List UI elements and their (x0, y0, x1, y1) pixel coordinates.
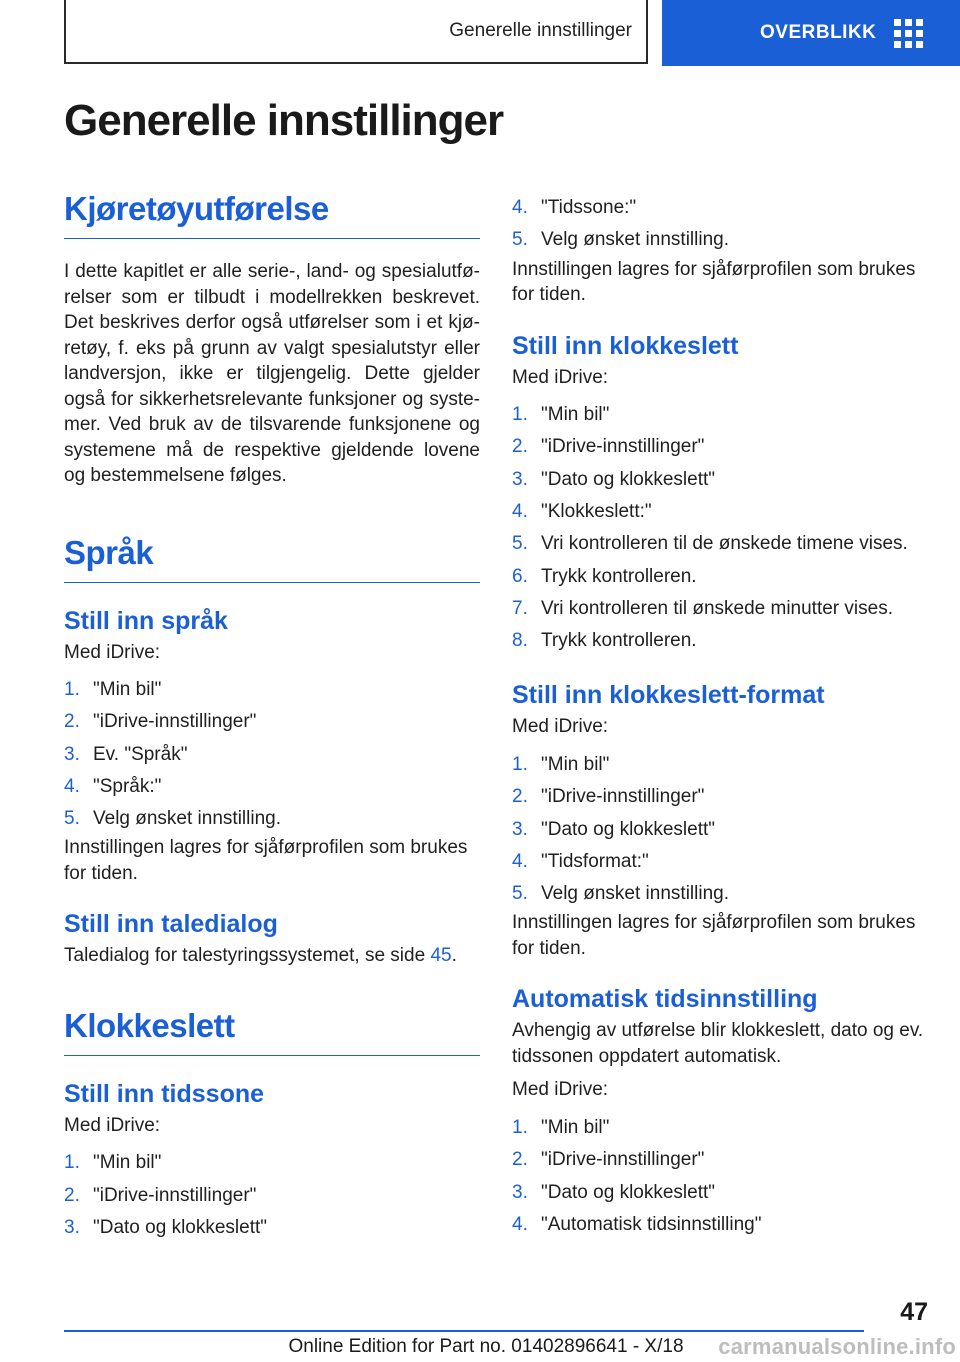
list-item (512, 1144, 928, 1176)
step-number: 5. (512, 533, 528, 555)
step-number: 1. (512, 753, 528, 775)
step-number: 7. (512, 597, 528, 619)
list-item (512, 1112, 928, 1144)
list-item (512, 781, 928, 813)
page-title: Generelle innstillinger (64, 96, 504, 145)
section-heading-language: Språk (64, 534, 480, 583)
list-item (64, 706, 480, 738)
step-text: "Min bil" (541, 753, 610, 775)
step-text: "Min bil" (93, 1152, 162, 1174)
step-text: "Dato og klokkeslett" (541, 818, 716, 840)
set-time-steps (512, 399, 928, 657)
step-text: "iDrive-innstillinger" (541, 1149, 705, 1171)
auto-time-intro: Med iDrive: (512, 1079, 609, 1101)
section-heading-clock: Klokkeslett (64, 1007, 480, 1056)
subheading-auto-time: Automatisk tidsinnstilling (512, 985, 818, 1014)
list-item (64, 803, 480, 835)
time-zone-note: Innstillingen lagres for sjåførprofilen som brukes for tiden. (512, 258, 916, 306)
subheading-set-language: Still inn språk (64, 606, 228, 635)
step-text: "Min bil" (93, 679, 162, 700)
step-text: Velg ønsket innstilling. (541, 229, 729, 251)
step-number: 2. (512, 786, 528, 808)
step-number: 2. (512, 1149, 528, 1171)
right-column (512, 192, 928, 1241)
list-item (64, 1147, 480, 1179)
step-number: 6. (512, 565, 528, 587)
list-item (512, 561, 928, 593)
list-item (512, 814, 928, 846)
step-number: 3. (512, 818, 528, 840)
list-item (512, 1177, 928, 1209)
step-number: 4. (512, 197, 528, 218)
language-note: Innstillingen lagres for sjåførprofilen som brukes for tiden. (64, 837, 468, 884)
voice-dialog-end: . (451, 945, 457, 967)
list-item (64, 674, 480, 706)
list-item (512, 749, 928, 781)
step-number: 3. (64, 1217, 80, 1239)
auto-time-steps (512, 1112, 928, 1241)
list-item (512, 1209, 928, 1241)
step-text: Vri kontrolleren til de ønskede timene vises. (541, 533, 908, 555)
watermark: carmanualsonline.info (718, 1334, 956, 1359)
time-zone-steps-a (64, 1147, 480, 1244)
step-text: "Dato og klokkeslett" (541, 468, 716, 490)
step-number: 4. (512, 500, 528, 522)
auto-time-text: Avhengig av utførelse blir klokkeslett, dato og ev. tidssonen oppdatert automatisk. (512, 1020, 924, 1067)
language-intro: Med iDrive: (64, 641, 161, 663)
list-item (512, 846, 928, 878)
step-number: 4. (512, 850, 528, 872)
step-text: "Klokkeslett:" (541, 500, 652, 522)
list-item (512, 192, 928, 224)
list-item (64, 1180, 480, 1212)
list-item (512, 399, 928, 431)
list-item (512, 431, 928, 463)
step-text: "Min bil" (541, 404, 610, 426)
list-item (512, 625, 928, 657)
step-text: Trykk kontrolleren. (541, 630, 697, 652)
subheading-set-time: Still inn klokkeslett (512, 331, 739, 360)
step-text: "Min bil" (541, 1116, 610, 1138)
step-text: "iDrive-innstillinger" (541, 786, 705, 808)
subheading-time-zone: Still inn tidssone (64, 1079, 265, 1108)
time-zone-intro: Med iDrive: (64, 1114, 161, 1136)
language-steps (64, 674, 480, 835)
step-number: 2. (512, 436, 528, 458)
list-item (512, 878, 928, 910)
vehicle-version-text: I dette kapitlet er alle serie-, land- og spesialutfø-relser som er tilbudt i modellrekken beskrevet. Det beskrives derfor også utførelser som i et kjø-retøy, f. eks på grunn av valgt spesialutstyr eller landversjon, ikke er tilgjengelig. Dette gjelder også for sikkerhetsrelevante funksjoner og syste-mer. Ved bruk av de tilsvarende funksjonene og systemene må de respektive gjeldende lovene og bestemmelsene følges. (64, 261, 480, 486)
step-text: Ev. "Språk" (93, 743, 188, 765)
top-navigation (0, 0, 960, 66)
voice-dialog-text (64, 943, 480, 969)
step-number: 8. (512, 630, 528, 652)
list-item (512, 496, 928, 528)
step-number: 5. (512, 229, 528, 251)
grid-icon (894, 19, 923, 48)
step-text: Trykk kontrolleren. (541, 565, 697, 587)
step-text: "Språk:" (93, 775, 162, 797)
list-item (512, 593, 928, 625)
step-number: 2. (64, 1184, 80, 1206)
step-text: "Dato og klokkeslett" (541, 1181, 716, 1203)
list-item (512, 528, 928, 560)
subheading-time-format: Still inn klokkeslett-format (512, 681, 825, 710)
step-text: "Tidsformat:" (541, 850, 649, 872)
step-number: 1. (512, 404, 528, 426)
time-format-steps (512, 749, 928, 910)
step-number: 2. (64, 711, 80, 733)
step-text: "Automatisk tidsinnstilling" (541, 1213, 762, 1235)
step-text: Velg ønsket innstilling. (93, 808, 281, 830)
left-column (64, 190, 480, 1244)
step-text: "iDrive-innstillinger" (93, 711, 257, 733)
subheading-voice-dialog: Still inn taledialog (64, 910, 278, 939)
time-zone-steps-b (512, 192, 928, 257)
step-text: "iDrive-innstillinger" (93, 1184, 257, 1206)
section-heading-vehicle-version: Kjøretøyutførelse (64, 190, 480, 239)
step-number: 4. (64, 775, 80, 797)
list-item (64, 771, 480, 803)
step-number: 4. (512, 1213, 528, 1235)
step-number: 1. (64, 1152, 80, 1174)
step-number: 1. (512, 1116, 528, 1138)
time-format-intro: Med iDrive: (512, 716, 609, 738)
list-item (512, 464, 928, 496)
edition-footer: Online Edition for Part no. 01402896641 - X/18 (288, 1336, 684, 1357)
overview-label: OVERBLIKK (760, 22, 877, 43)
step-text: "iDrive-innstillinger" (541, 436, 705, 458)
step-number: 3. (64, 743, 80, 765)
step-number: 3. (512, 468, 528, 490)
list-item (512, 224, 928, 256)
step-text: "Dato og klokkeslett" (93, 1217, 268, 1239)
section-tab[interactable] (64, 0, 648, 64)
page-number: 47 (900, 1298, 928, 1326)
voice-dialog-desc: Taledialog for talestyringssystemet, se side (64, 945, 431, 967)
step-number: 5. (64, 808, 80, 830)
footer-divider (64, 1330, 864, 1332)
overview-button[interactable] (662, 0, 960, 66)
page-ref-link[interactable]: 45 (430, 945, 452, 967)
step-text: Vri kontrolleren til ønskede minutter vises. (541, 597, 893, 619)
step-number: 5. (512, 883, 528, 905)
section-tab-label: Generelle innstillinger (449, 20, 632, 41)
list-item (64, 739, 480, 771)
step-text: Velg ønsket innstilling. (541, 883, 729, 905)
step-number: 3. (512, 1181, 528, 1203)
step-number: 1. (64, 679, 80, 700)
time-format-note: Innstillingen lagres for sjåførprofilen som brukes for tiden. (512, 912, 916, 959)
set-time-intro: Med iDrive: (512, 366, 609, 388)
list-item (64, 1212, 480, 1244)
step-text: "Tidssone:" (541, 197, 637, 218)
